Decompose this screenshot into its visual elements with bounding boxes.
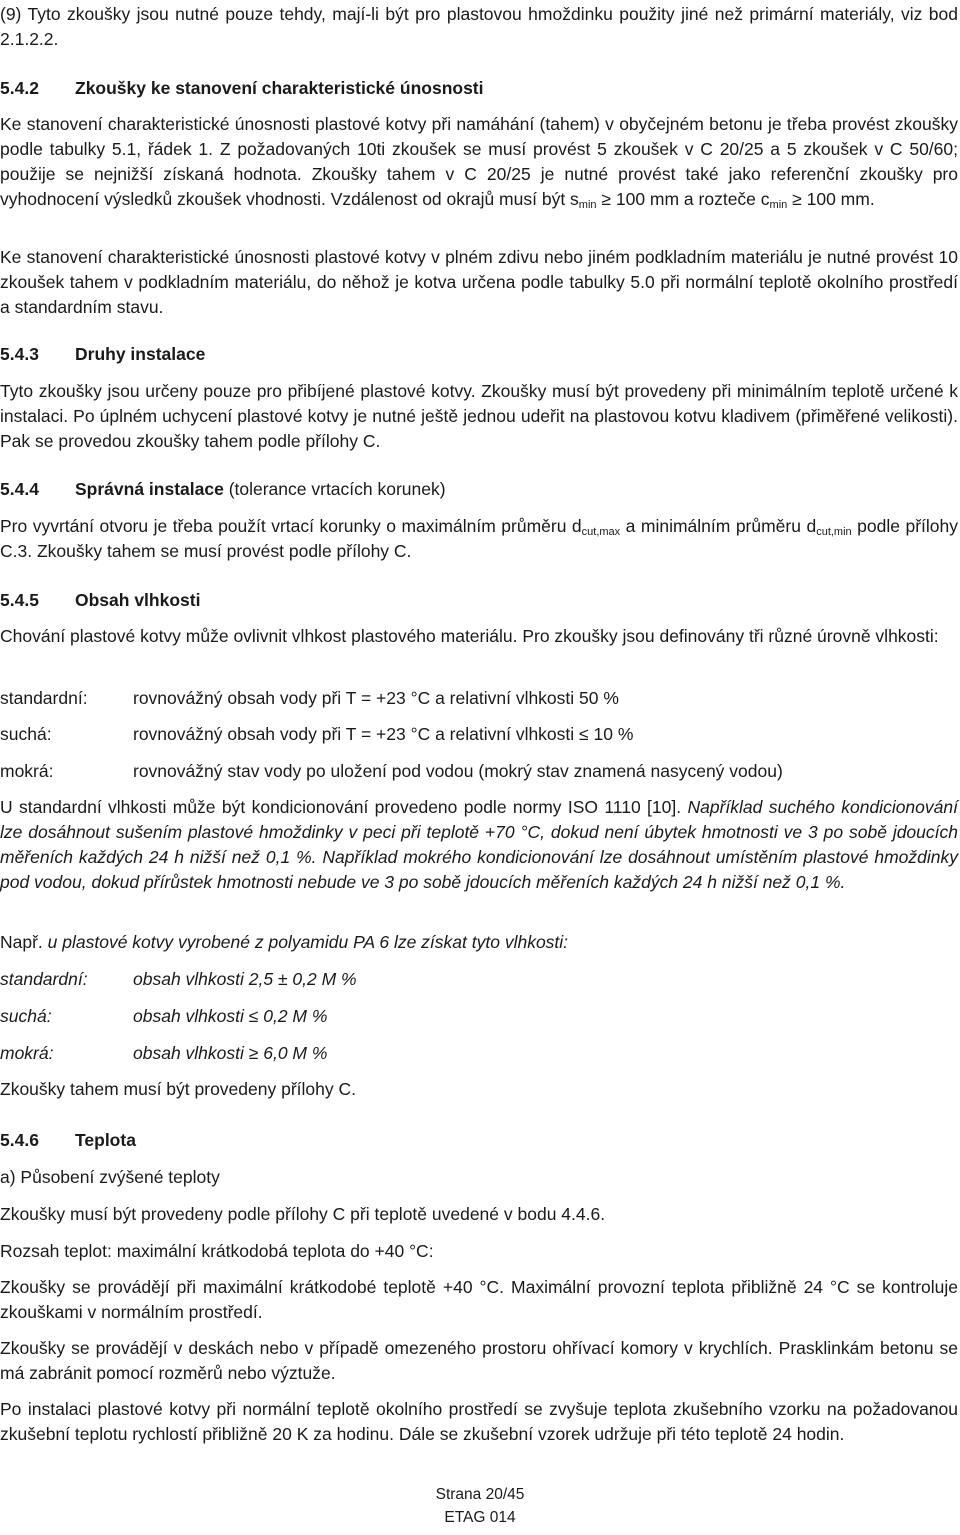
section-title: Zkoušky ke stanovení charakteristické únosnosti bbox=[75, 78, 484, 98]
text-run: Pro vyvrtání otvoru je třeba použít vrtací korunky o maximálním průměru d bbox=[0, 516, 582, 536]
level-label: mokrá: bbox=[0, 761, 54, 781]
heading-5-4-6 bbox=[0, 1128, 958, 1153]
italic-run: Například suchého kondicionování lze dosáhnout sušením plastové hmoždinky v peci při teplotě +70 °C, dokud není úbytek hmotnosti ve 3 po sobě jdoucích měřeních každých 24 h nižší než 0,1 %. Například mokrého kondicionování lze dosáhnout umístěním plastové hmoždinky pod vodou, dokud přírůstek hmotnosti nebude ve 3 po sobě jdoucích měřeních každých 24 h nižší než 0,1 %. bbox=[0, 797, 958, 892]
level-value: obsah vlhkosti ≤ 0,2 M % bbox=[133, 1006, 328, 1026]
heading-5-4-5 bbox=[0, 588, 958, 613]
section-title: Druhy instalace bbox=[75, 344, 206, 364]
section-title-tail: (tolerance vrtacích korunek) bbox=[223, 479, 446, 499]
section-number: 5.4.4 bbox=[0, 479, 39, 499]
section-number: 5.4.5 bbox=[0, 590, 39, 610]
paragraph-5-4-5-3 bbox=[0, 930, 958, 955]
level-label: standardní: bbox=[0, 969, 88, 989]
paragraph-5-4-6-1: Zkoušky musí být provedeny podle přílohy C při teplotě uvedené v bodu 4.4.6. bbox=[0, 1204, 606, 1224]
section-title: Obsah vlhkosti bbox=[75, 590, 201, 610]
paragraph-5-4-6-4: Zkoušky se provádějí v deskách nebo v případě omezeného prostoru ohřívací komory v krychlích. Prasklinkám betonu se má zabránit pomocí rozměrů nebo výztuže. bbox=[0, 1338, 958, 1383]
section-number: 5.4.2 bbox=[0, 78, 39, 98]
paragraph-5-4-3-1: Tyto zkoušky jsou určeny pouze pro přibíjené plastové kotvy. Zkoušky musí být provedeny při minimálním teplotě určené k instalaci. Po úplném uchycení plastové kotvy je nutné ještě jednou udeřit na plastovou kotvu kladivem (přiměřené velikosti). Pak se provedou zkoušky tahem podle přílohy C. bbox=[0, 381, 958, 451]
paragraph-5-4-6-2: Rozsah teplot: maximální krátkodobá teplota do +40 °C: bbox=[0, 1241, 434, 1261]
text-run: ≥ 100 mm a rozteče c bbox=[596, 189, 770, 209]
italic-run: u plastové kotvy vyrobené z polyamidu PA 6 lze získat tyto vlhkosti: bbox=[42, 932, 569, 952]
text-run: a minimálním průměru d bbox=[620, 516, 817, 536]
section-title: Správná instalace bbox=[75, 479, 224, 499]
paragraph-5-4-6-3: Zkoušky se provádějí při maximální krátkodobé teplotě +40 °C. Maximální provozní teplota přibližně 24 °C se kontroluje zkouškami v normálním prostředí. bbox=[0, 1277, 958, 1322]
subheading-a: a) Působení zvýšené teploty bbox=[0, 1167, 220, 1187]
intro-paragraph: (9) Tyto zkoušky jsou nutné pouze tehdy, mají-li být pro plastovou hmoždinku použity jiné než primární materiály, viz bod 2.1.2.2. bbox=[0, 4, 958, 49]
heading-5-4-2 bbox=[0, 76, 958, 101]
section-number: 5.4.6 bbox=[0, 1130, 39, 1150]
text-run: ≥ 100 mm. bbox=[787, 189, 875, 209]
level-value: obsah vlhkosti ≥ 6,0 M % bbox=[133, 1043, 328, 1063]
footer-page-number: Strana 20/45 bbox=[435, 1486, 525, 1503]
level-label: suchá: bbox=[0, 1006, 52, 1026]
level-value: rovnovážný obsah vody při T = +23 °C a relativní vlhkosti 50 % bbox=[133, 688, 619, 708]
paragraph-5-4-2-2: Ke stanovení charakteristické únosnosti plastové kotvy v plném zdivu nebo jiném podkladním materiálu je nutné provést 10 zkoušek tahem v podkladním materiálu, do něhož je kotva určena podle tabulky 5.0 při normální teplotě okolního prostředí a standardním stavu. bbox=[0, 247, 958, 317]
text-run: U standardní vlhkosti může být kondicionování provedeno podle normy ISO 1110 [10]. bbox=[0, 797, 688, 817]
paragraph-5-4-5-1: Chování plastové kotvy může ovlivnit vlhkost plastového materiálu. Pro zkoušky jsou definovány tři různé úrovně vlhkosti: bbox=[0, 626, 939, 646]
subscript: cut,max bbox=[581, 526, 621, 538]
subscript: min bbox=[578, 199, 597, 211]
heading-5-4-4 bbox=[0, 477, 958, 502]
paragraph-5-4-5-4: Zkoušky tahem musí být provedeny přílohy C. bbox=[0, 1079, 356, 1099]
level-label: mokrá: bbox=[0, 1043, 54, 1063]
level-value: rovnovážný obsah vody při T = +23 °C a relativní vlhkosti ≤ 10 % bbox=[133, 724, 634, 744]
subscript: cut,min bbox=[816, 526, 852, 538]
section-title: Teplota bbox=[75, 1130, 136, 1150]
section-number: 5.4.3 bbox=[0, 344, 39, 364]
footer-doc-id: ETAG 014 bbox=[444, 1509, 516, 1526]
paragraph-5-4-4-1 bbox=[0, 514, 958, 564]
subscript: min bbox=[769, 199, 788, 211]
level-value: rovnovážný stav vody po uložení pod vodou (mokrý stav znamená nasycený vodou) bbox=[133, 761, 783, 781]
paragraph-5-4-5-2 bbox=[0, 795, 958, 895]
paragraph-5-4-2-1 bbox=[0, 112, 958, 212]
level-label: suchá: bbox=[0, 724, 52, 744]
heading-5-4-3 bbox=[0, 342, 958, 367]
text-run: Ke stanovení charakteristické únosnosti plastové kotvy při namáhání (tahem) v obyčejném betonu je třeba provést zkoušky podle tabulky 5.1, řádek 1. Z požadovaných 10ti zkoušek se musí provést 5 zkoušek v C 20/25 a 5 zkoušek v C 50/60; použije se nejnižší získaná hodnota. Zkoušky tahem v C 20/25 je nutné provést také jako referenční zkoušky pro vyhodnocení výsledků zkoušek vhodnosti. Vzdálenost od okrajů musí být s bbox=[0, 114, 958, 209]
text-run: podle přílohy C.3. Zkoušky tahem se musí provést podle přílohy C. bbox=[0, 516, 958, 561]
level-value: obsah vlhkosti 2,5 ± 0,2 M % bbox=[133, 969, 357, 989]
level-label: standardní: bbox=[0, 688, 88, 708]
text-run: Např. bbox=[0, 932, 43, 952]
paragraph-5-4-6-5: Po instalaci plastové kotvy při normální teplotě okolního prostředí se zvyšuje teplota zkušebního vzorku na požadovanou zkušební teplotu rychlostí přibližně 20 K za hodinu. Dále se zkušební vzorek udržuje při této teplotě 24 hodin. bbox=[0, 1399, 958, 1444]
